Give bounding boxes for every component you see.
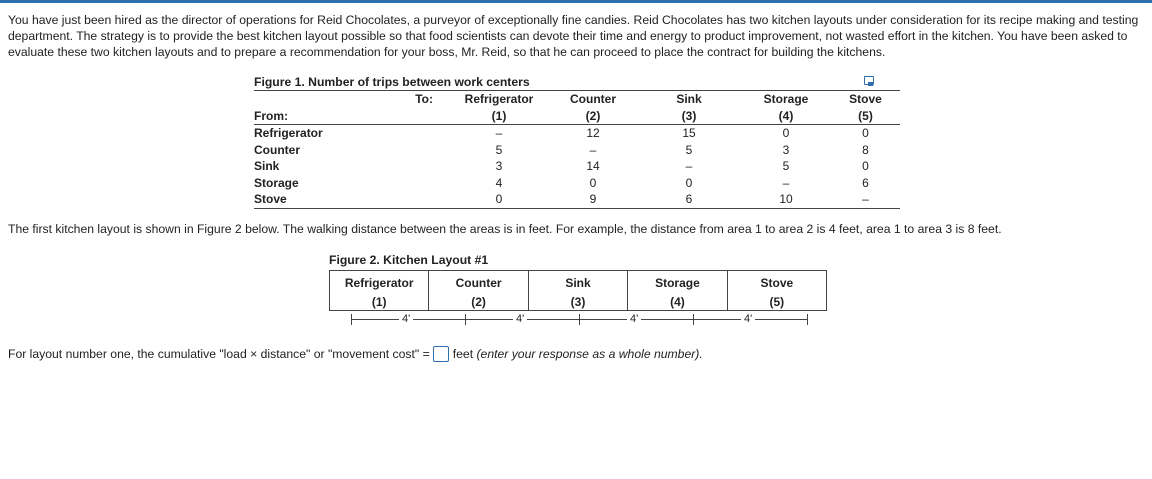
area-number: (1) — [371, 295, 387, 309]
table-cell: 6 — [637, 191, 741, 208]
area-name: Counter — [455, 276, 502, 290]
distance-label: 4' — [513, 312, 527, 326]
table-cell: 0 — [449, 191, 549, 208]
area-sink — [528, 271, 627, 310]
col-header-stove: Stove — [831, 91, 900, 108]
ruler-tick — [579, 314, 580, 325]
col-number: (1) — [449, 108, 549, 125]
row-label: Stove — [254, 191, 374, 208]
area-storage — [627, 271, 726, 310]
table-cell: 5 — [782, 159, 790, 174]
area-number: (3) — [570, 295, 586, 309]
area-refrigerator — [330, 271, 428, 310]
table-cell: – — [685, 159, 693, 174]
table-row — [254, 158, 900, 175]
table-cell: 0 — [862, 126, 869, 141]
distance-label: 4' — [741, 312, 755, 326]
ruler-tick — [465, 314, 466, 325]
table-header-row — [254, 108, 900, 125]
table-cell: 0 — [782, 126, 790, 141]
table-cell: – — [831, 191, 900, 208]
distance-label: 4' — [399, 312, 413, 326]
area-number: (2) — [471, 295, 486, 309]
row-label: Storage — [254, 175, 299, 190]
table-row — [254, 125, 900, 142]
area-counter — [428, 271, 527, 310]
col-number: (2) — [549, 108, 637, 125]
table-cell: 10 — [741, 191, 831, 208]
intro-paragraph: You have just been hired as the director of operations for Reid Chocolates, a purveyor of exceptionally fine candies. Reid Chocolates has two kitchen layouts under consideration for its recipe making and testing department. The strategy is to provide the best kitchen layout possible so that food scientists can devote their time and energy to product improvement, not wasted effort in the kitchen. You have been asked to evaluate these two kitchen layouts and to prepare a recommendation for your boss, Mr. Reid, so that he can proceed to place the contract for building the kitchens. — [8, 13, 1139, 59]
layout-description: The first kitchen layout is shown in Figure 2 below. The walking distance between the areas is in feet. For example, the distance from area 1 to area 2 is 4 feet, area 1 to area 3 is 8 feet. — [8, 222, 1002, 236]
table-cell: 5 — [685, 142, 693, 157]
table-cell: 0 — [685, 175, 693, 190]
table-cell: 3 — [495, 159, 503, 174]
table-cell: 3 — [782, 142, 790, 157]
area-name: Storage — [655, 276, 700, 290]
table-cell: 0 — [862, 159, 869, 174]
col-number: (3) — [637, 108, 741, 125]
area-name: Refrigerator — [344, 276, 414, 290]
table-cell: – — [782, 175, 790, 190]
table-cell: – — [495, 126, 503, 141]
movement-cost-input[interactable] — [433, 346, 449, 362]
kitchen-layout — [329, 270, 827, 311]
row-label: Refrigerator — [254, 126, 323, 141]
table-cell: 15 — [682, 126, 696, 141]
figure-1-title: Figure 1. Number of trips between work centers — [254, 75, 530, 89]
table-cell: 0 — [589, 175, 597, 190]
col-number: (4) — [741, 108, 831, 125]
col-header-storage: Storage — [741, 91, 831, 108]
distance-label: 4' — [627, 312, 641, 326]
answer-unit: feet — [452, 347, 474, 361]
table-row — [254, 142, 900, 159]
ruler-tick — [351, 314, 352, 325]
table-cell: 6 — [862, 175, 869, 190]
distance-ruler — [329, 312, 827, 326]
table-cell: 8 — [862, 142, 869, 157]
ruler-tick — [807, 314, 808, 325]
table-cell: 5 — [495, 142, 503, 157]
figure-2-title: Figure 2. Kitchen Layout #1 — [329, 253, 489, 267]
col-number: (5) — [831, 108, 900, 125]
trips-table — [254, 90, 900, 209]
answer-prompt: For layout number one, the cumulative "load × distance" or "movement cost" = — [8, 347, 430, 361]
answer-line — [8, 345, 703, 363]
area-stove — [727, 271, 826, 310]
area-number: (5) — [769, 295, 785, 309]
row-label: Sink — [254, 159, 280, 174]
table-header-row — [254, 91, 900, 108]
to-label: To: — [374, 91, 449, 108]
table-cell: 12 — [586, 126, 600, 141]
from-label: From: — [254, 108, 374, 125]
copy-table-icon[interactable] — [864, 76, 874, 85]
table-cell: – — [589, 142, 597, 157]
top-accent-bar — [0, 0, 1152, 3]
area-name: Stove — [760, 276, 794, 290]
figure-2 — [329, 252, 827, 326]
table-cell: 9 — [549, 191, 637, 208]
col-header-sink: Sink — [637, 91, 741, 108]
row-label: Counter — [254, 142, 300, 157]
table-cell: 14 — [586, 159, 600, 174]
figure-1 — [254, 74, 900, 209]
area-name: Sink — [565, 276, 591, 290]
col-header-counter: Counter — [549, 91, 637, 108]
table-row — [254, 191, 900, 208]
answer-hint: (enter your response as a whole number). — [476, 347, 703, 361]
table-row — [254, 175, 900, 192]
col-header-refrigerator: Refrigerator — [449, 91, 549, 108]
table-cell: 4 — [495, 175, 503, 190]
ruler-tick — [693, 314, 694, 325]
area-number: (4) — [670, 295, 685, 309]
